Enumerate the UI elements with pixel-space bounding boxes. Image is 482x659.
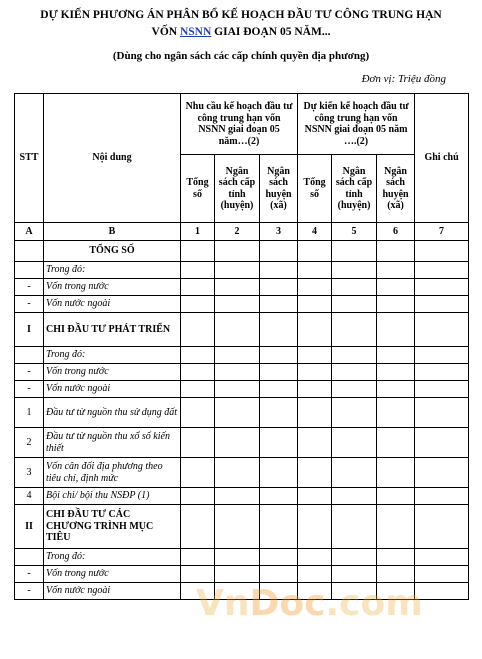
row-content: Đầu tư từ nguồn thu xổ số kiến thiết	[44, 428, 181, 458]
value-cell	[181, 505, 215, 549]
row-stt: -	[15, 583, 44, 600]
value-cell	[215, 313, 260, 347]
value-cell	[332, 296, 377, 313]
value-cell	[260, 241, 298, 262]
value-cell	[215, 398, 260, 428]
row-stt: -	[15, 296, 44, 313]
unit-label: Đơn vị: Triệu đồng	[361, 73, 446, 85]
header-total-2: Tổng số	[298, 155, 332, 223]
header-district-1: Ngân sách huyện (xã)	[260, 155, 298, 223]
value-cell	[415, 458, 469, 488]
row-content: TỔNG SỐ	[44, 241, 181, 262]
header-district-2: Ngân sách huyện (xã)	[377, 155, 415, 223]
row-stt	[15, 549, 44, 566]
value-cell	[415, 505, 469, 549]
value-cell	[298, 505, 332, 549]
row-stt: II	[15, 505, 44, 549]
value-cell	[181, 458, 215, 488]
value-cell	[215, 347, 260, 364]
value-cell	[298, 296, 332, 313]
row-content: Trong đó:	[44, 262, 181, 279]
header-total-1: Tổng số	[181, 155, 215, 223]
document-title-line2	[0, 25, 482, 40]
value-cell	[415, 583, 469, 600]
row-stt: 1	[15, 398, 44, 428]
value-cell	[181, 583, 215, 600]
value-cell	[298, 458, 332, 488]
value-cell	[377, 566, 415, 583]
header-stt: STT	[15, 94, 44, 223]
col-number: B	[44, 223, 181, 241]
row-content: Vốn nước ngoài	[44, 381, 181, 398]
value-cell	[332, 458, 377, 488]
value-cell	[332, 381, 377, 398]
value-cell	[298, 428, 332, 458]
value-cell	[181, 296, 215, 313]
value-cell	[332, 241, 377, 262]
value-cell	[260, 296, 298, 313]
value-cell	[181, 262, 215, 279]
value-cell	[332, 549, 377, 566]
value-cell	[377, 313, 415, 347]
value-cell	[298, 364, 332, 381]
value-cell	[332, 428, 377, 458]
value-cell	[260, 583, 298, 600]
row-content: Vốn trong nước	[44, 566, 181, 583]
value-cell	[332, 262, 377, 279]
value-cell	[215, 241, 260, 262]
col-number: 4	[298, 223, 332, 241]
value-cell	[181, 549, 215, 566]
value-cell	[298, 279, 332, 296]
value-cell	[181, 428, 215, 458]
header-content: Nội dung	[44, 94, 181, 223]
value-cell	[181, 279, 215, 296]
row-stt: 2	[15, 428, 44, 458]
value-cell	[377, 549, 415, 566]
value-cell	[260, 313, 298, 347]
value-cell	[260, 364, 298, 381]
col-number: 7	[415, 223, 469, 241]
value-cell	[181, 364, 215, 381]
row-content: Trong đó:	[44, 347, 181, 364]
row-stt: -	[15, 381, 44, 398]
value-cell	[215, 296, 260, 313]
table-row	[15, 549, 469, 566]
value-cell	[332, 488, 377, 505]
value-cell	[298, 347, 332, 364]
value-cell	[215, 279, 260, 296]
value-cell	[215, 364, 260, 381]
col-number: 6	[377, 223, 415, 241]
value-cell	[332, 566, 377, 583]
value-cell	[298, 313, 332, 347]
value-cell	[332, 313, 377, 347]
value-cell	[260, 428, 298, 458]
row-stt: -	[15, 279, 44, 296]
row-content: Vốn cân đối địa phương theo tiêu chí, định mức	[44, 458, 181, 488]
table-row	[15, 428, 469, 458]
table-row	[15, 566, 469, 583]
value-cell	[332, 398, 377, 428]
value-cell	[181, 381, 215, 398]
col-number: 1	[181, 223, 215, 241]
value-cell	[377, 241, 415, 262]
row-content: Vốn trong nước	[44, 279, 181, 296]
row-stt	[15, 347, 44, 364]
value-cell	[215, 262, 260, 279]
value-cell	[415, 364, 469, 381]
value-cell	[298, 488, 332, 505]
value-cell	[181, 313, 215, 347]
value-cell	[377, 364, 415, 381]
value-cell	[260, 549, 298, 566]
value-cell	[415, 428, 469, 458]
value-cell	[377, 505, 415, 549]
value-cell	[415, 313, 469, 347]
row-content: Đầu tư từ nguồn thu sử dụng đất	[44, 398, 181, 428]
row-content: Trong đó:	[44, 549, 181, 566]
value-cell	[415, 398, 469, 428]
table-row	[15, 381, 469, 398]
table-row	[15, 398, 469, 428]
value-cell	[377, 398, 415, 428]
row-content: Bội chi/ bội thu NSĐP (1)	[44, 488, 181, 505]
value-cell	[181, 398, 215, 428]
value-cell	[415, 262, 469, 279]
value-cell	[415, 347, 469, 364]
value-cell	[215, 583, 260, 600]
table-row	[15, 279, 469, 296]
value-cell	[415, 296, 469, 313]
header-province-2: Ngân sách cấp tỉnh (huyện)	[332, 155, 377, 223]
value-cell	[298, 398, 332, 428]
value-cell	[181, 347, 215, 364]
table-row	[15, 313, 469, 347]
value-cell	[260, 398, 298, 428]
value-cell	[298, 583, 332, 600]
header-group-demand: Nhu cầu kế hoạch đầu tư công trung hạn vốn NSNN giai đoạn 05 năm…(2)	[181, 94, 298, 155]
value-cell	[377, 262, 415, 279]
value-cell	[415, 241, 469, 262]
value-cell	[260, 488, 298, 505]
value-cell	[377, 279, 415, 296]
table-row	[15, 241, 469, 262]
value-cell	[332, 347, 377, 364]
table-row	[15, 364, 469, 381]
col-number: 2	[215, 223, 260, 241]
table-row	[15, 505, 469, 549]
row-stt: I	[15, 313, 44, 347]
row-content: Vốn nước ngoài	[44, 296, 181, 313]
table-row	[15, 583, 469, 600]
value-cell	[260, 381, 298, 398]
table-row	[15, 296, 469, 313]
allocation-table	[14, 93, 469, 600]
row-stt: -	[15, 364, 44, 381]
value-cell	[181, 488, 215, 505]
value-cell	[215, 488, 260, 505]
row-stt	[15, 241, 44, 262]
header-note: Ghi chú	[415, 94, 469, 223]
header-group-plan: Dự kiến kế hoạch đầu tư công trung hạn vốn NSNN giai đoạn 05 năm ….(2)	[298, 94, 415, 155]
value-cell	[181, 241, 215, 262]
value-cell	[332, 364, 377, 381]
value-cell	[415, 549, 469, 566]
value-cell	[215, 505, 260, 549]
value-cell	[298, 381, 332, 398]
value-cell	[260, 458, 298, 488]
col-number: 5	[332, 223, 377, 241]
row-stt: 4	[15, 488, 44, 505]
value-cell	[215, 428, 260, 458]
vndoc-watermark: VnDoc.com	[196, 583, 423, 624]
value-cell	[260, 566, 298, 583]
document-subtitle: (Dùng cho ngân sách các cấp chính quyền địa phương)	[112, 50, 370, 62]
value-cell	[415, 488, 469, 505]
value-cell	[415, 566, 469, 583]
document-title-line1: DỰ KIẾN PHƯƠNG ÁN PHÂN BỔ KẾ HOẠCH ĐẦU TƯ CÔNG TRUNG HẠN	[40, 9, 442, 21]
value-cell	[260, 347, 298, 364]
row-content: Vốn trong nước	[44, 364, 181, 381]
col-number: 3	[260, 223, 298, 241]
row-content: CHI ĐẦU TƯ PHÁT TRIỂN	[44, 313, 181, 347]
value-cell	[332, 279, 377, 296]
table-row	[15, 262, 469, 279]
value-cell	[377, 583, 415, 600]
col-number: A	[15, 223, 44, 241]
value-cell	[215, 381, 260, 398]
table-row	[15, 347, 469, 364]
value-cell	[260, 279, 298, 296]
value-cell	[298, 549, 332, 566]
value-cell	[298, 566, 332, 583]
value-cell	[181, 566, 215, 583]
value-cell	[260, 505, 298, 549]
value-cell	[415, 279, 469, 296]
value-cell	[298, 241, 332, 262]
value-cell	[377, 488, 415, 505]
value-cell	[332, 583, 377, 600]
value-cell	[260, 262, 298, 279]
value-cell	[215, 566, 260, 583]
header-province-1: Ngân sách cấp tỉnh (huyện)	[215, 155, 260, 223]
value-cell	[377, 296, 415, 313]
column-number-row	[15, 223, 469, 241]
row-content: CHI ĐẦU TƯ CÁC CHƯƠNG TRÌNH MỤC TIÊU	[44, 505, 181, 549]
title-suffix: GIAI ĐOẠN 05 NĂM...	[211, 26, 331, 38]
value-cell	[377, 381, 415, 398]
value-cell	[332, 505, 377, 549]
value-cell	[377, 428, 415, 458]
table-row	[15, 458, 469, 488]
value-cell	[377, 458, 415, 488]
row-stt	[15, 262, 44, 279]
value-cell	[377, 347, 415, 364]
row-content: Vốn nước ngoài	[44, 583, 181, 600]
table-row	[15, 488, 469, 505]
nsnn-link[interactable]: NSNN	[179, 26, 212, 38]
value-cell	[215, 549, 260, 566]
title-prefix: VỐN	[151, 26, 180, 38]
row-stt: 3	[15, 458, 44, 488]
value-cell	[215, 458, 260, 488]
value-cell	[415, 381, 469, 398]
value-cell	[298, 262, 332, 279]
row-stt: -	[15, 566, 44, 583]
